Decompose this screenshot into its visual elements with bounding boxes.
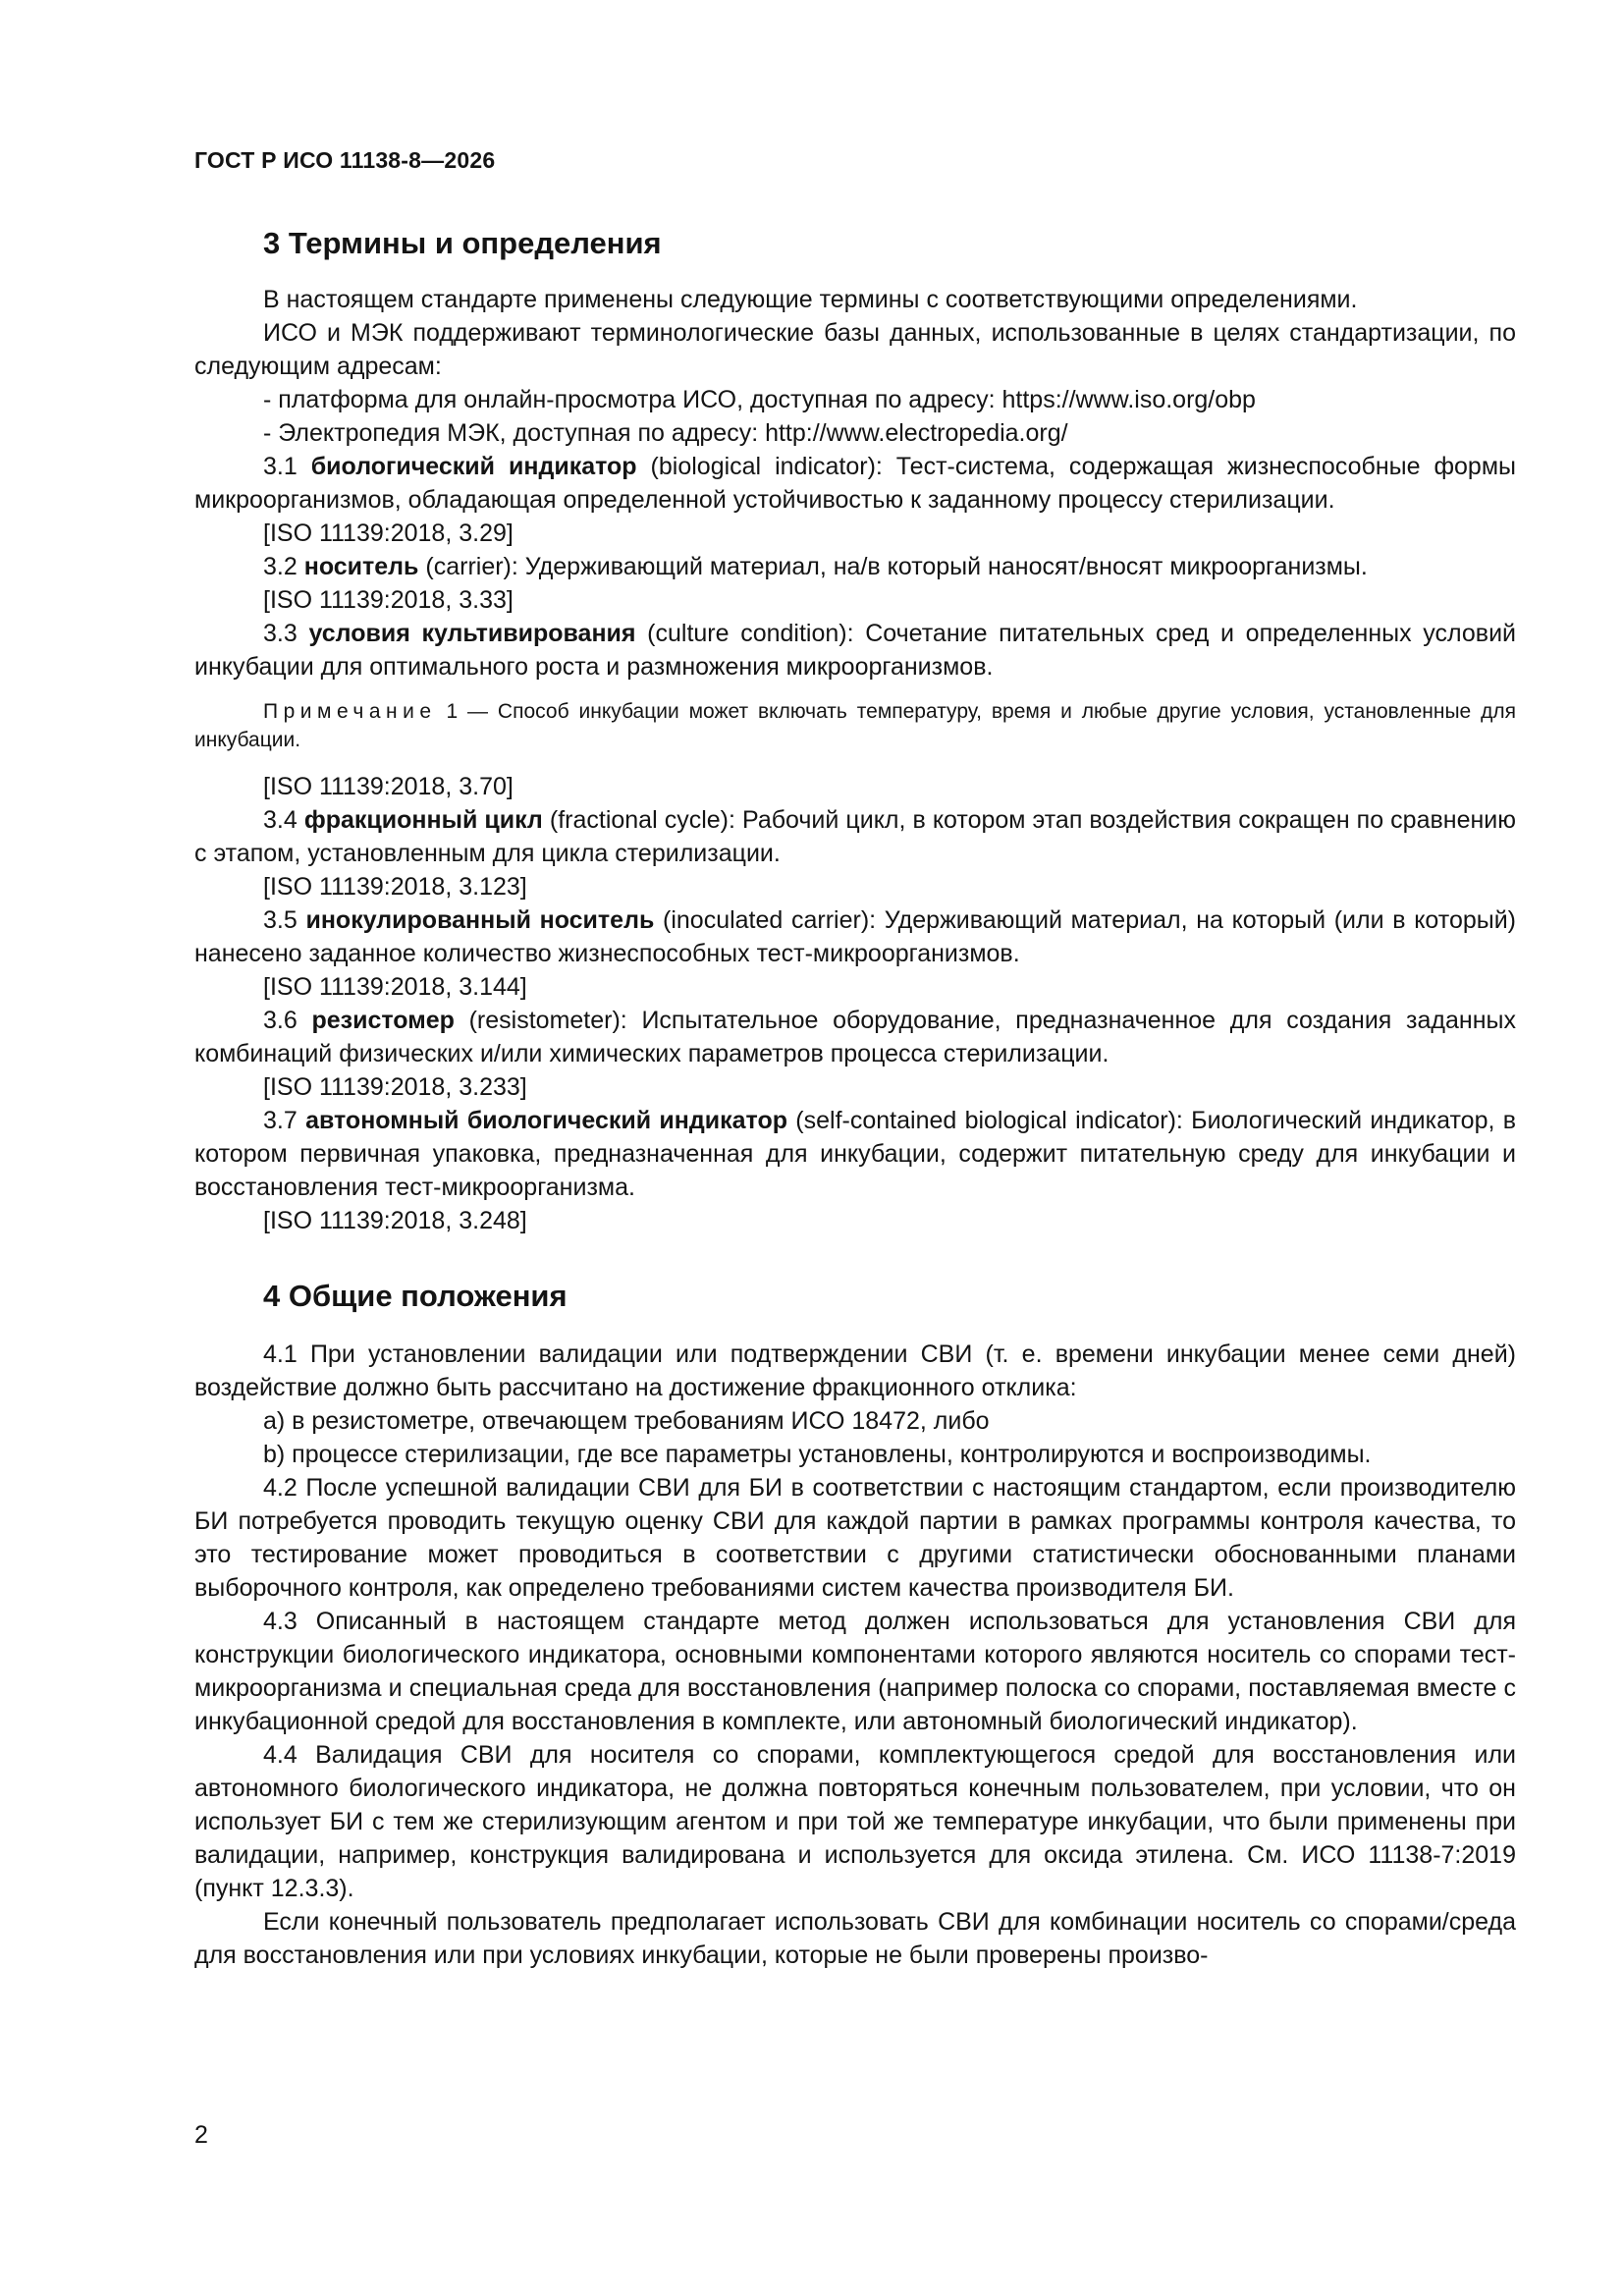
term-3-5 bbox=[194, 903, 1516, 970]
clause-4-4: 4.4 Валидация СВИ для носителя со спорами, комплектующегося средой для восстановления или автономного биологического индикатора, не должна повторяться конечным пользователем, при условии, что он использует БИ с тем же стерилизующим агентом и при той же температуре инкубации, что были применены при валидации, например, конструкция валидирована и используется для оксида этилена. См. ИСО 11138-7:2019 (пункт 12.3.3). bbox=[194, 1741, 1516, 1902]
list-item: b) процессе стерилизации, где все параметры установлены, контролируются и воспроизводимы. bbox=[263, 1441, 1372, 1468]
section-3-title: 3 Термины и определения bbox=[263, 226, 662, 260]
term-name: инокулированный носитель bbox=[305, 906, 655, 934]
term-definition: (culture condition): Сочетание питательных сред и определенных условий инкубации для оптимального роста и размножения микроорганизмов. bbox=[194, 620, 1516, 681]
term-number: 3.7 bbox=[263, 1107, 298, 1134]
note-label: Примечание bbox=[263, 700, 437, 723]
term-3-6 bbox=[194, 1004, 1516, 1070]
term-3-2 bbox=[194, 550, 1516, 583]
term-number: 3.5 bbox=[263, 906, 298, 934]
section-4-title: 4 Общие положения bbox=[263, 1279, 568, 1313]
clause-4-3: 4.3 Описанный в настоящем стандарте метод должен использоваться для установления СВИ для конструкции биологического индикатора, основными компонентами которого являются носитель со спорами тест-микроорганизма и специальная среда для восстановления (например полоска со спорами, поставляемая вместе с инкубационной средой для восстановления в комплекте, или автономный биологический индикатор). bbox=[194, 1608, 1516, 1735]
term-number: 3.4 bbox=[263, 806, 298, 834]
term-definition: (inoculated carrier): Удерживающий материал, на который (или в который) нанесено заданное количество жизнеспособных тест-микроорганизмов. bbox=[194, 906, 1517, 967]
term-definition: (biological indicator): Тест-система, содержащая жизнеспособные формы микроорганизмов, обладающая определенной устойчивостью к заданному процессу стерилизации. bbox=[194, 453, 1516, 514]
term-name: биологический индикатор bbox=[310, 453, 637, 480]
section-3-iso-iec: ИСО и МЭК поддерживают терминологические базы данных, использованные в целях стандартизации, по следующим адресам: bbox=[194, 319, 1516, 380]
document-header: ГОСТ Р ИСО 11138-8—2026 bbox=[194, 147, 496, 173]
term-reference: [ISO 11139:2018, 3.33] bbox=[263, 586, 514, 614]
term-name: носитель bbox=[303, 553, 419, 580]
section-3-intro: В настоящем стандарте применены следующие термины с соответствующими определениями. bbox=[263, 286, 1358, 313]
note-text: 1 — Способ инкубации может включать температуру, время и любые другие условия, установленные для инкубации. bbox=[194, 700, 1516, 751]
clause-4-4-continued: Если конечный пользователь предполагает использовать СВИ для комбинации носитель со спорами/среда для восстановления или при условиях инкубации, которые не были проверены произво- bbox=[194, 1908, 1516, 1969]
term-reference: [ISO 11139:2018, 3.70] bbox=[263, 773, 514, 800]
term-3-7 bbox=[194, 1104, 1516, 1204]
term-definition: (self-contained biological indicator): Биологический индикатор, в котором первичная упаковка, предназначенная для инкубации, содержит питательную среду для инкубации и восстановления тест-микроорганизма. bbox=[194, 1107, 1516, 1201]
term-3-1 bbox=[194, 450, 1516, 517]
term-name: резистомер bbox=[311, 1007, 455, 1034]
document-body bbox=[194, 224, 1516, 1972]
clause-4-1: 4.1 При установлении валидации или подтверждении СВИ (т. е. времени инкубации менее семи дней) воздействие должно быть рассчитано на достижение фракционного отклика: bbox=[194, 1340, 1516, 1401]
page-number: 2 bbox=[194, 2121, 208, 2149]
term-name: условия культивирования bbox=[308, 620, 636, 647]
note bbox=[194, 697, 1516, 754]
list-item: - Электропедия МЭК, доступная по адресу: http://www.electropedia.org/ bbox=[263, 419, 1068, 447]
clause-4-2: 4.2 После успешной валидации СВИ для БИ в соответствии с настоящим стандартом, если производителю БИ потребуется проводить текущую оценку СВИ для каждой партии в рамках программы контроля качества, то это тестирование может проводиться в соответствии с другими статистически обоснованными планами выборочного контроля, как определено требованиями систем качества производителя БИ. bbox=[194, 1474, 1516, 1602]
term-definition: (resistometer): Испытательное оборудование, предназначенное для создания заданных комбинаций физических и/или химических параметров процесса стерилизации. bbox=[194, 1007, 1516, 1067]
term-definition: (carrier): Удерживающий материал, на/в который наносят/вносят микроорганизмы. bbox=[418, 553, 1368, 580]
term-reference: [ISO 11139:2018, 3.233] bbox=[263, 1073, 527, 1101]
term-3-3 bbox=[194, 617, 1516, 683]
term-reference: [ISO 11139:2018, 3.123] bbox=[263, 873, 527, 901]
term-reference: [ISO 11139:2018, 3.248] bbox=[263, 1207, 527, 1234]
term-reference: [ISO 11139:2018, 3.144] bbox=[263, 973, 527, 1001]
term-reference: [ISO 11139:2018, 3.29] bbox=[263, 519, 514, 547]
term-number: 3.6 bbox=[263, 1007, 298, 1034]
list-item: a) в резистометре, отвечающем требованиям ИСО 18472, либо bbox=[263, 1407, 990, 1435]
term-number: 3.1 bbox=[263, 453, 298, 480]
term-name: автономный биологический индикатор bbox=[305, 1107, 788, 1134]
term-number: 3.3 bbox=[263, 620, 298, 647]
list-item: - платформа для онлайн-просмотра ИСО, доступная по адресу: https://www.iso.org/obp bbox=[263, 386, 1256, 413]
term-name: фракционный цикл bbox=[303, 806, 543, 834]
term-number: 3.2 bbox=[263, 553, 298, 580]
term-definition: (fractional cycle): Рабочий цикл, в котором этап воздействия сокращен по сравнению с этапом, установленным для цикла стерилизации. bbox=[194, 806, 1516, 867]
term-3-4 bbox=[194, 803, 1516, 870]
